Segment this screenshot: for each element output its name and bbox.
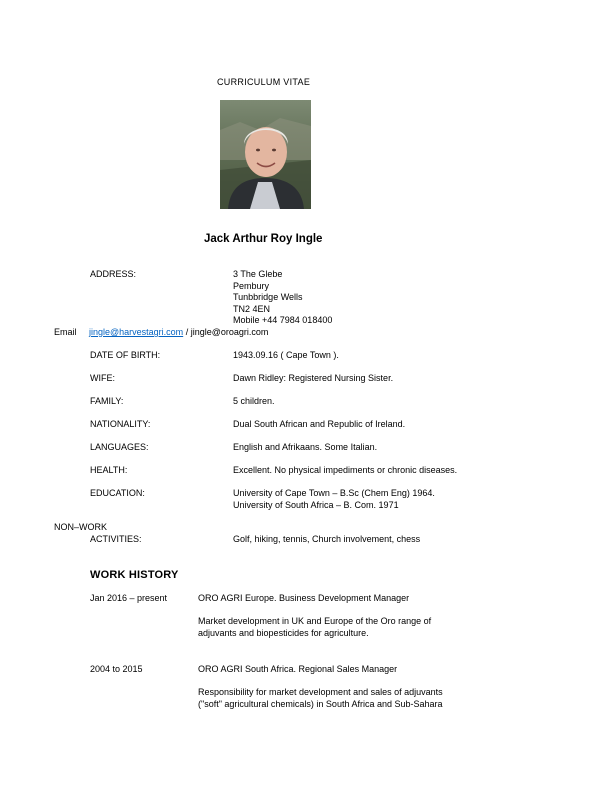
email-label: Email	[54, 327, 77, 337]
activities-label: ACTIVITIES:	[90, 534, 142, 544]
education-block	[233, 488, 435, 511]
address-line: Tunbbridge Wells	[233, 292, 303, 302]
email-values	[89, 327, 268, 337]
address-block	[233, 269, 332, 327]
languages-value: English and Afrikaans. Some Italian.	[233, 442, 378, 452]
address-line: TN2 4EN	[233, 303, 271, 314]
dob-label: DATE OF BIRTH:	[90, 350, 161, 360]
address-label: ADDRESS:	[90, 269, 137, 279]
address-line: Pembury	[233, 280, 270, 291]
family-label: FAMILY:	[90, 396, 124, 406]
health-label: HEALTH:	[90, 465, 128, 475]
nationality-label: NATIONALITY:	[90, 419, 151, 429]
education-line: University of South Africa – B. Com. 1971	[233, 499, 399, 510]
job-description	[198, 616, 431, 639]
portrait-photo	[220, 100, 311, 209]
document-title: CURRICULUM VITAE	[217, 77, 311, 87]
job-description-line: Responsibility for market development and sales of adjuvants	[198, 687, 443, 697]
address-line: 3 The Glebe	[233, 269, 283, 279]
dob-value: 1943.09.16 ( Cape Town ).	[233, 350, 339, 360]
job-description-line: Market development in UK and Europe of the Oro range of	[198, 616, 432, 626]
candidate-name: Jack Arthur Roy Ingle	[204, 233, 323, 245]
nationality-value: Dual South African and Republic of Ireland.	[233, 419, 406, 429]
job-description-line: adjuvants and biopesticides for agriculture.	[198, 627, 369, 638]
wife-value: Dawn Ridley: Registered Nursing Sister.	[233, 373, 394, 383]
portrait-photo-image	[220, 100, 311, 209]
activities-value: Golf, hiking, tennis, Church involvement, chess	[233, 534, 421, 544]
job-period: 2004 to 2015	[90, 664, 143, 674]
job-period: Jan 2016 – present	[90, 593, 168, 603]
job-role: ORO AGRI Europe. Business Development Manager	[198, 593, 410, 603]
family-value: 5 children.	[233, 396, 275, 406]
education-label: EDUCATION:	[90, 488, 145, 498]
job-description	[198, 687, 443, 710]
languages-label: LANGUAGES:	[90, 442, 149, 452]
job-role: ORO AGRI South Africa. Regional Sales Manager	[198, 664, 398, 674]
education-line: University of Cape Town – B.Sc (Chem Eng) 1964.	[233, 488, 435, 498]
job-description-line: ("soft" agricultural chemicals) in South Africa and Sub-Sahara	[198, 698, 443, 709]
email-link[interactable]: jingle@harvestagri.com	[89, 327, 184, 337]
non-work-label: NON–WORK	[54, 522, 108, 532]
wife-label: WIFE:	[90, 373, 115, 383]
mobile-line: Mobile +44 7984 018400	[233, 315, 333, 325]
health-value: Excellent. No physical impediments or chronic diseases.	[233, 465, 458, 475]
email-alt: / jingle@oroagri.com	[183, 327, 269, 337]
work-history-heading: WORK HISTORY	[90, 569, 179, 581]
